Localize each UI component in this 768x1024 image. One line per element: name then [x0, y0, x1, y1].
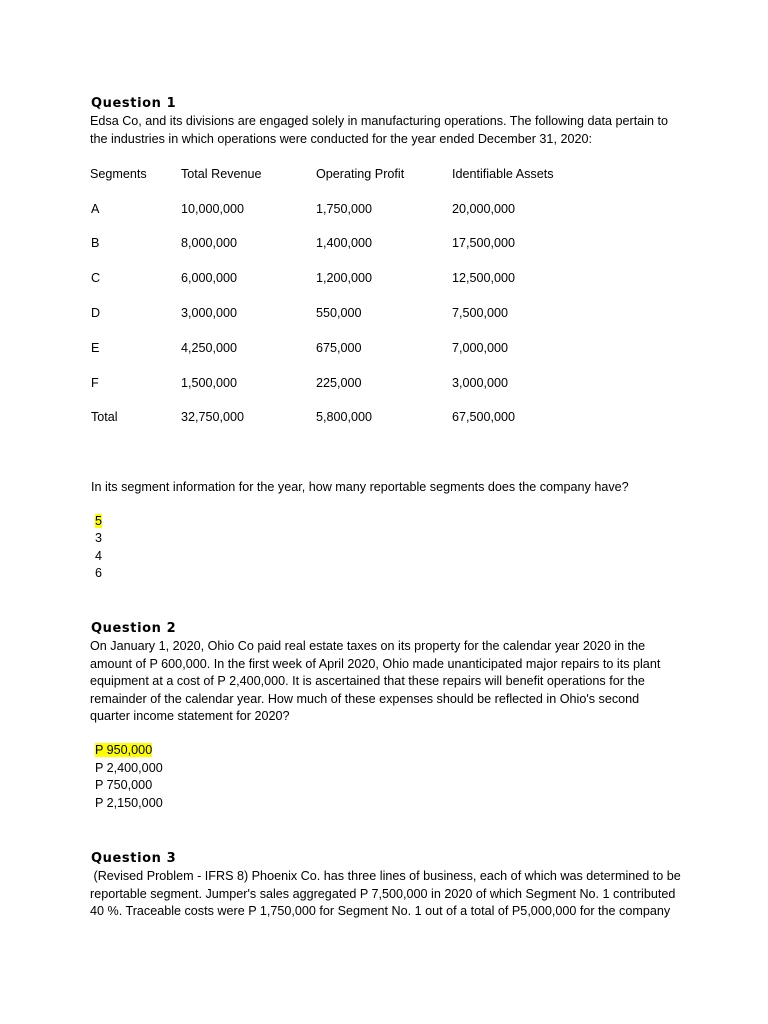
intro-line: the industries in which operations were conducted for the year ended December 31, 2020: — [90, 131, 592, 146]
table-cell: 12,500,000 — [452, 271, 516, 285]
question-2-heading: Question 2 — [91, 621, 177, 636]
table-header-total-revenue: Total Revenue — [181, 167, 262, 181]
body-line: amount of P 600,000. In the first week of April 2020, Ohio made unanticipated major repairs to its plant — [90, 656, 661, 671]
table-cell: 675,000 — [316, 341, 362, 355]
intro-line: Edsa Co, and its divisions are engaged solely in manufacturing operations. The following data pertain to — [90, 114, 669, 128]
question-2-body — [90, 638, 690, 726]
table-cell: 8,000,000 — [181, 236, 238, 250]
table-cell: C — [91, 271, 101, 285]
table-cell: 1,500,000 — [181, 376, 238, 390]
table-cell: 3,000,000 — [181, 306, 238, 320]
table-cell: E — [91, 341, 100, 355]
question-3-body — [90, 868, 690, 921]
table-cell: 10,000,000 — [181, 202, 245, 216]
table-header-operating-profit: Operating Profit — [316, 167, 405, 181]
table-cell: 7,500,000 — [452, 306, 509, 320]
table-cell: F — [91, 376, 99, 390]
table-cell: 1,200,000 — [316, 271, 373, 285]
answer-option: P 2,150,000 — [95, 796, 163, 810]
table-cell: 6,000,000 — [181, 271, 238, 285]
table-cell: 7,000,000 — [452, 341, 509, 355]
table-cell-total-label: Total — [91, 410, 118, 424]
body-line: reportable segment. Jumper's sales aggregated P 7,500,000 in 2020 of which Segment No. 1 contributed — [90, 886, 676, 901]
table-cell: 5,800,000 — [316, 410, 373, 424]
body-line: On January 1, 2020, Ohio Co paid real estate taxes on its property for the calendar year 2020 in the — [90, 639, 646, 653]
answer-option: 6 — [95, 566, 103, 580]
table-cell: 225,000 — [316, 376, 362, 390]
table-cell: D — [91, 306, 101, 320]
body-line: (Revised Problem - IFRS 8) Phoenix Co. has three lines of business, each of which was determined to be — [90, 869, 681, 883]
table-cell: 1,750,000 — [316, 202, 373, 216]
table-header-segments: Segments — [90, 167, 147, 181]
table-cell: 4,250,000 — [181, 341, 238, 355]
answer-option: P 750,000 — [95, 778, 153, 792]
question-1-heading: Question 1 — [91, 96, 177, 111]
body-line: equipment at a cost of P 2,400,000. It is ascertained that these repairs will benefit operations for the — [90, 674, 645, 688]
table-header-identifiable-assets: Identifiable Assets — [452, 167, 554, 181]
answer-option-highlighted: 5 — [95, 514, 103, 528]
body-line: remainder of the calendar year. How much of these expenses should be reflected in Ohio's second — [90, 691, 640, 706]
question-3-heading: Question 3 — [91, 851, 177, 866]
answer-option: 3 — [95, 531, 103, 545]
table-cell: 67,500,000 — [452, 410, 516, 424]
table-cell: B — [91, 236, 100, 250]
question-1-prompt: In its segment information for the year, how many reportable segments does the company have? — [91, 480, 629, 494]
table-cell: 3,000,000 — [452, 376, 509, 390]
table-cell: 1,400,000 — [316, 236, 373, 250]
table-cell: 32,750,000 — [181, 410, 245, 424]
answer-option-highlighted: P 950,000 — [95, 743, 153, 757]
table-cell: A — [91, 202, 100, 216]
body-line: quarter income statement for 2020? — [90, 709, 290, 723]
answer-option: 4 — [95, 549, 103, 563]
table-cell: 550,000 — [316, 306, 362, 320]
table-cell: 20,000,000 — [452, 202, 516, 216]
question-1-intro — [90, 113, 690, 148]
body-line: 40 %. Traceable costs were P 1,750,000 for Segment No. 1 out of a total of P5,000,000 for the company — [90, 904, 671, 918]
table-cell: 17,500,000 — [452, 236, 516, 250]
answer-option: P 2,400,000 — [95, 761, 163, 775]
